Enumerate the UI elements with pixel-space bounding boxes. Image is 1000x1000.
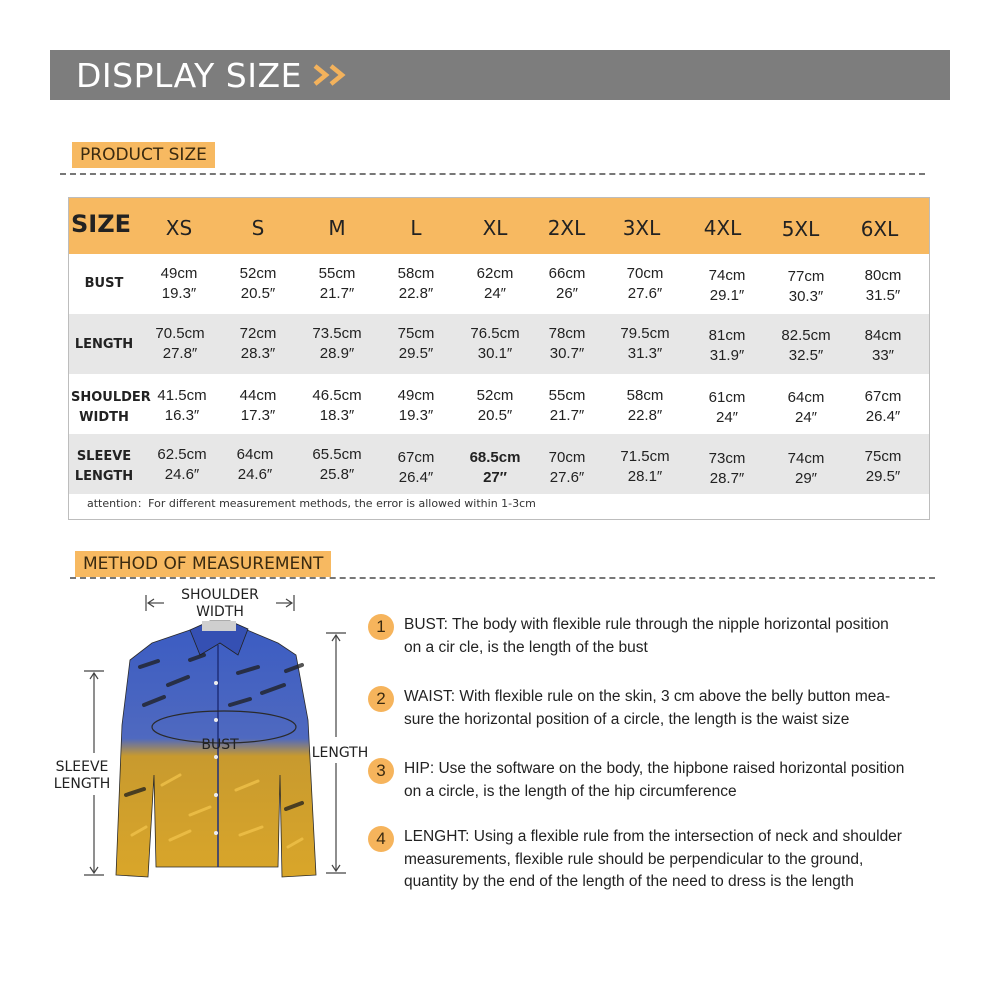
table-cell: 55cm 21.7″: [548, 387, 586, 424]
table-cell: 76.5cm 30.1″: [470, 325, 520, 362]
item-text: WAIST: With flexible rule on the skin, 3 cm above the belly button mea- sure the horizontal position of a circle, the length is the waist size: [404, 688, 891, 728]
table-cell: 72cm 28.3″: [239, 325, 277, 362]
size-col-header: 2XL: [547, 216, 586, 240]
size-col-header: 4XL: [703, 216, 742, 240]
table-cell: 64cm 24.6″: [236, 446, 274, 483]
size-col-header: 6XL: [860, 217, 899, 241]
table-cell: 73.5cm 28.9″: [312, 325, 362, 362]
table-cell: 80cm 31.5″: [864, 267, 902, 304]
table-row-length: [69, 314, 929, 374]
table-cell: 75cm 29.5″: [397, 325, 435, 362]
number-badge: 2: [368, 686, 394, 712]
size-col-header: S: [251, 216, 265, 240]
number-badge: 1: [368, 614, 394, 640]
table-cell: 66cm 26″: [548, 265, 586, 302]
table-cell: 58cm 22.8″: [626, 387, 664, 424]
size-col-header: 5XL: [781, 217, 820, 241]
row-label: SLEEVE LENGTH: [74, 449, 134, 484]
product-size-tag: PRODUCT SIZE: [72, 142, 215, 168]
table-cell: 70cm 27.6″: [548, 449, 586, 486]
row-label: LENGTH: [74, 337, 134, 352]
table-cell: 58cm 22.8″: [397, 265, 435, 302]
table-cell: 75cm 29.5″: [864, 448, 902, 485]
table-cell: 65.5cm 25.8″: [312, 446, 362, 483]
size-header-label: SIZE: [71, 210, 132, 238]
table-cell: 84cm 33″: [864, 327, 902, 364]
table-cell: 67cm 26.4″: [397, 449, 435, 486]
bust-label: BUST: [201, 737, 239, 753]
item-text: BUST: The body with flexible rule through the nipple horizontal position on a cir cle, is the length of the bust: [404, 616, 889, 656]
size-col-header: M: [328, 216, 346, 240]
table-cell: 49cm 19.3″: [397, 387, 435, 424]
sleeve-length-label: SLEEVE LENGTH: [53, 759, 111, 792]
table-cell: 41.5cm 16.3″: [157, 387, 207, 424]
table-cell: 64cm 24″: [787, 389, 825, 426]
table-cell: 73cm 28.7″: [708, 450, 746, 487]
banner-title: DISPLAY SIZE: [76, 55, 302, 95]
number-badge: 4: [368, 826, 394, 852]
table-cell: 62cm 24″: [476, 265, 514, 302]
size-col-header: L: [410, 216, 422, 240]
table-header: [69, 198, 929, 254]
table-cell: 79.5cm 31.3″: [620, 325, 670, 362]
table-cell: 71.5cm 28.1″: [620, 448, 670, 485]
table-cell: 68.5cm 27″: [469, 449, 521, 486]
size-col-header: XL: [482, 216, 508, 240]
table-cell: 77cm 30.3″: [787, 268, 825, 305]
table-cell: 67cm 26.4″: [864, 388, 902, 425]
table-row-bust: [69, 254, 929, 314]
display-size-banner: [50, 50, 950, 100]
divider: [60, 173, 925, 175]
shoulder-width-label: SHOULDER WIDTH: [181, 587, 259, 620]
method-of-measurement-tag: METHOD OF MEASUREMENT: [75, 551, 331, 577]
item-text: HIP: Use the software on the body, the hipbone raised horizontal position on a circle, is the length of the hip circumference: [404, 760, 905, 800]
shirt-diagram: [40, 585, 369, 895]
table-cell: 82.5cm 32.5″: [781, 327, 831, 364]
size-col-header: XS: [165, 216, 193, 240]
table-cell: 49cm 19.3″: [160, 265, 198, 302]
table-row-sleeve-length: [69, 434, 929, 494]
row-label: SHOULDER WIDTH: [71, 390, 151, 425]
table-cell: 52cm 20.5″: [239, 265, 277, 302]
table-cell: 74cm 29″: [787, 450, 825, 487]
table-cell: 81cm 31.9″: [708, 327, 746, 364]
length-label: LENGTH: [311, 745, 369, 761]
table-cell: 70.5cm 27.8″: [155, 325, 205, 362]
item-text: LENGHT: Using a flexible rule from the intersection of neck and shoulder measurements, flexible rule should be perpendicular to the ground, quantity by the end of the length of the need to dress is the length: [404, 828, 902, 890]
table-cell: 61cm 24″: [708, 389, 746, 426]
divider: [70, 577, 935, 579]
table-cell: 46.5cm 18.3″: [312, 387, 362, 424]
table-cell: 78cm 30.7″: [548, 325, 586, 362]
number-badge: 3: [368, 758, 394, 784]
table-cell: 70cm 27.6″: [626, 265, 664, 302]
table-cell: 52cm 20.5″: [476, 387, 514, 424]
table-cell: 44cm 17.3″: [239, 387, 277, 424]
size-col-header: 3XL: [622, 216, 661, 240]
double-chevron-right-icon: [312, 63, 352, 87]
table-cell: 74cm 29.1″: [708, 267, 746, 304]
table-cell: 55cm 21.7″: [318, 265, 356, 302]
size-table: [68, 197, 930, 520]
row-label: BUST: [84, 276, 124, 291]
table-cell: 62.5cm 24.6″: [157, 446, 207, 483]
table-row-shoulder-width: [69, 374, 929, 434]
measurement-note: attention：For different measurement methods, the error is allowed within 1-3cm: [87, 497, 536, 510]
